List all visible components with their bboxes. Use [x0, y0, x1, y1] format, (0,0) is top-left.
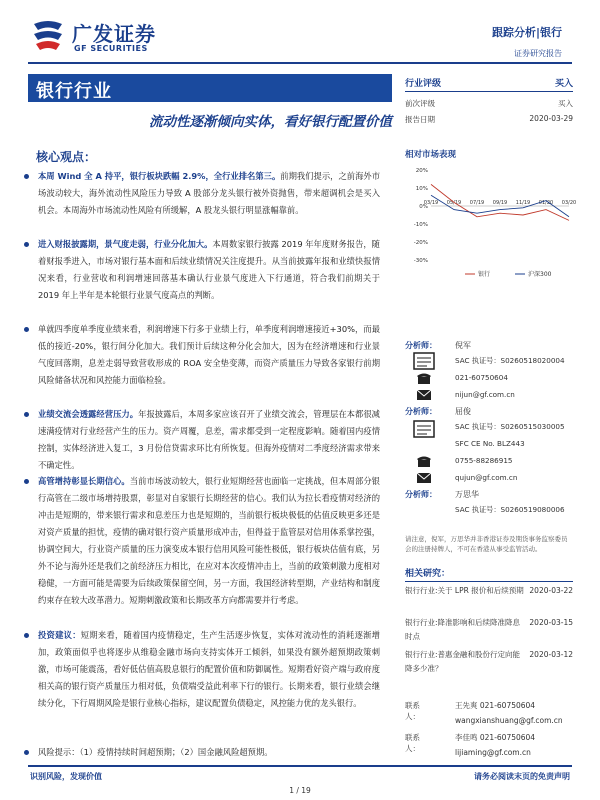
- related-item-date: 2020-03-15: [529, 618, 573, 627]
- bullet-dot: [24, 242, 29, 247]
- analyst-2-name: 屈俊: [455, 407, 471, 416]
- rating-label: 行业评级: [405, 79, 442, 89]
- related-item-title: 银行行业:降准影响和后续降准降息时点: [405, 618, 521, 641]
- rating-value: 买入: [554, 79, 573, 89]
- bullet-5-bold: 高管增持彰显长期信心。: [38, 476, 130, 486]
- analyst-3-line-1: SAC 执证号：S0260519080006: [455, 505, 565, 514]
- bullet-dot: [24, 633, 29, 638]
- y-tick-label: 0%: [419, 204, 428, 210]
- phone-icon: [416, 454, 432, 468]
- bullet-7: [38, 744, 380, 761]
- contact-value: 李佳鸣 021-60750604: [455, 733, 536, 742]
- related-item-title: 银行行业:普惠金融和股份行定向能降多少准？: [405, 650, 521, 673]
- bullet-2-text: 本周数家银行披露 2019 年年度财务报告，随着财报季进入，市场对银行基本面和后续业绩情况关注度提升。从当前披露年报和业绩快报情况来看，行业营收和利润增速回落基本确认行业景气度进入下行通道，符合我们前期关于 2019 年上半年是本轮银行业景气度高点的判断。: [38, 239, 380, 300]
- bullet-1-text: 前期我们提示，之前海外市场波动较大，海外流动性风险压力导致 A 股部分龙头银行被外资抛售，带来超调机会是买入机会。本周海外市场流动性风险有所缓解，A 股龙头银行明显涨幅靠前。: [38, 171, 380, 215]
- logo-mark-icon: [28, 16, 68, 56]
- x-tick-label: 05/19: [446, 200, 462, 206]
- header-divider: [28, 62, 572, 64]
- bullet-dot: [24, 327, 29, 332]
- bullet-5-text: 当前市场波动较大，银行业短期经营也面临一定挑战，但本周部分银行高管在二级市场增持股票，彰显对自家银行长期经营的信心。我们认为拉长看疫情对经济的冲击是短期的，带来银行需求和息差压力也是短期的，当前银行板块极低的估值反映更多还是对资产质量的担忧，疫情的确对银行资产质量形成冲击，但得益于监管层对信用体系掌控强，协调空间大，行业资产质量的压力演变成本银行信用风险可能性极低，银行板块估值有底，另外不论与海外还是我们之前经济压力相比，在应对本次疫情冲击上，当前的政策刺激力度相对稳健，一方面可能是需要为后续政策保留空间，另一方面，我国经济转型期，产业结构和制度约束存在较大改革潜力。短期刺激政策和长期改革方向都需要并行考虑。: [38, 476, 380, 605]
- logo-en-text: GF SECURITIES: [74, 44, 148, 53]
- bullet-6-text: 短期来看，随着国内疫情稳定，生产生活逐步恢复，实体对流动性的消耗逐渐增加，政策面似乎也将逐步从维稳金融市场向支持实体开工倾斜，如果没有额外超预期政策刺激，市场可能震荡，看好低估值高股息银行的配置价值和防御属性。短期看好资产端与政府度相关高的银行资产质量压力相对低，负债端受益此利率下行的银行。长期来看，银行业绩会继续分化，下行周期风险是银行业核心指标，建议配置负债稳定，风控能力优的龙头银行。: [38, 630, 380, 708]
- bullet-dot: [24, 412, 29, 417]
- bullet-3-text: 单就四季度单季度业绩来看，利润增速下行多于业绩上行，单季度利润增速接近+30%，而最低的接近-20%，银行间分化加大。我们预计后续这种分化会加大，因为在经济增速和行业景气度回落期，息差走弱导致营收形成的 ROA 安全垫变薄，而资产质量压力导致各家银行前期风险储备状况和风控能力面临检验。: [38, 324, 380, 385]
- analyst-1-label: 分析师：: [405, 341, 437, 350]
- report-category: 证券研究报告: [514, 49, 562, 58]
- bullet-2-bold: 进入财报披露期，景气度走弱，行业分化加大。: [38, 239, 213, 249]
- related-item: [405, 648, 573, 676]
- email-icon: [416, 388, 432, 402]
- y-tick-label: 10%: [415, 186, 428, 192]
- y-tick-label: 20%: [415, 168, 428, 174]
- y-tick-label: -10%: [413, 222, 428, 228]
- rating-header: [405, 76, 573, 92]
- footer-disclaimer: 请务必阅读末页的免责声明: [474, 772, 570, 781]
- header-right: [492, 24, 562, 59]
- bullet-4-text: 年报披露后，本周多家应该召开了业绩交流会，管理层在本都很减速满疫情对行业经营产生的压力。资产周覆，息差，需求都受到一定程度影响。随着国内疫情控制，实体经济进入复工，3 月份信贷需求环比有所恢复。但海外疫情对二季度经济需求带来不确定性。: [38, 409, 380, 470]
- contact-label: 联系人：: [405, 733, 420, 753]
- related-item-date: 2020-03-22: [529, 586, 573, 595]
- analyst-1-line-1: SAC 执证号：S0260518020004: [455, 356, 565, 365]
- bullet-7-text: 风险提示：（1）疫情持续时间超预期；（2）国金融风险超预期。: [38, 747, 273, 757]
- bullet-2: [38, 236, 380, 304]
- analyst-1-line-3: nijun@gf.com.cn: [455, 390, 515, 399]
- bullet-dot: [24, 479, 29, 484]
- bullet-4-bold: 业绩交流会透露经营压力。: [38, 409, 139, 419]
- footer-slogan: 识别风险，发现价值: [30, 772, 102, 781]
- core-views-title: 核心观点：: [36, 150, 97, 164]
- related-item: [405, 584, 573, 598]
- report-date-value: 2020-03-29: [529, 114, 573, 123]
- analyst-note: 请注意，倪军，万思华并非香港证券及期货事务监察委员会的注册持牌人，不可在香港从事受监管活动。: [405, 535, 568, 553]
- industry-title: 银行行业: [36, 81, 112, 102]
- prev-rating-label: 前次评级: [405, 99, 435, 108]
- analyst-1-name: 倪军: [455, 341, 471, 350]
- bullet-1-bold: 本周 Wind 全 A 持平，银行板块跌幅 2.9%，全行业排名第三。: [38, 171, 281, 181]
- prev-rating-row: [405, 98, 573, 109]
- related-item-date: 2020-03-12: [529, 650, 573, 659]
- id-card-icon: [413, 420, 435, 438]
- x-tick-label: 03/20: [561, 200, 577, 206]
- bullet-6: [38, 627, 380, 712]
- email-icon: [416, 471, 432, 485]
- x-tick-label: 03/19: [423, 200, 439, 206]
- bullet-dot: [24, 174, 29, 179]
- prev-rating-value: 买入: [558, 99, 573, 108]
- industry-banner: [28, 74, 392, 102]
- bullet-5: [38, 473, 380, 609]
- contact-label: 联系人：: [405, 701, 420, 721]
- report-date-row: [405, 114, 573, 125]
- analyst-2-line-2: SFC CE No. BLZ443: [455, 439, 525, 448]
- x-tick-label: 11/19: [515, 200, 531, 206]
- contact-value: lijiaming@gf.com.cn: [455, 748, 531, 757]
- related-item-title: 银行行业:关于 LPR 报价和后续预期: [405, 586, 524, 595]
- contact-value: wangxianshuang@gf.com.cn: [455, 716, 563, 725]
- analyst-2-label: 分析师：: [405, 407, 437, 416]
- y-tick-label: -30%: [413, 258, 428, 264]
- analyst-3-name: 万思华: [455, 490, 479, 499]
- bullet-dot: [24, 750, 29, 755]
- relative-performance-chart: [405, 164, 577, 282]
- phone-icon: [416, 371, 432, 385]
- analyst-3-label: 分析师：: [405, 490, 437, 499]
- report-type: 跟踪分析|银行: [491, 26, 562, 39]
- analyst-2-line-3: 0755-88286915: [455, 456, 513, 465]
- id-card-icon: [413, 352, 435, 370]
- analyst-1-line-2: 021-60750604: [455, 373, 508, 382]
- x-tick-label: 09/19: [492, 200, 508, 206]
- report-subtitle: 流动性逐渐倾向实体，看好银行配置价值: [149, 114, 392, 130]
- related-research-header: 相关研究：: [405, 566, 573, 582]
- company-logo: [28, 16, 188, 56]
- x-tick-label: 01/20: [538, 200, 554, 206]
- y-tick-label: -20%: [413, 240, 428, 246]
- legend-label: 沪深300: [528, 271, 552, 278]
- bullet-3: [38, 321, 380, 389]
- bullet-6-bold: 投资建议：: [38, 630, 81, 640]
- page-number: 1 / 19: [289, 786, 311, 795]
- market-performance-title: 相对市场表现: [405, 150, 457, 160]
- footer-divider: [28, 765, 572, 767]
- related-item: [405, 616, 573, 644]
- logo-cn-text: 广发证券: [72, 22, 156, 46]
- bullet-1: [38, 168, 380, 219]
- bullet-4: [38, 406, 380, 474]
- analyst-2-line-1: SAC 执证号：S0260515030005: [455, 422, 565, 431]
- analyst-2-line-4: qujun@gf.com.cn: [455, 473, 518, 482]
- x-tick-label: 07/19: [469, 200, 485, 206]
- contact-value: 王先爽 021-60750604: [455, 701, 536, 710]
- report-date-label: 报告日期: [405, 115, 435, 124]
- legend-label: 银行: [478, 271, 491, 278]
